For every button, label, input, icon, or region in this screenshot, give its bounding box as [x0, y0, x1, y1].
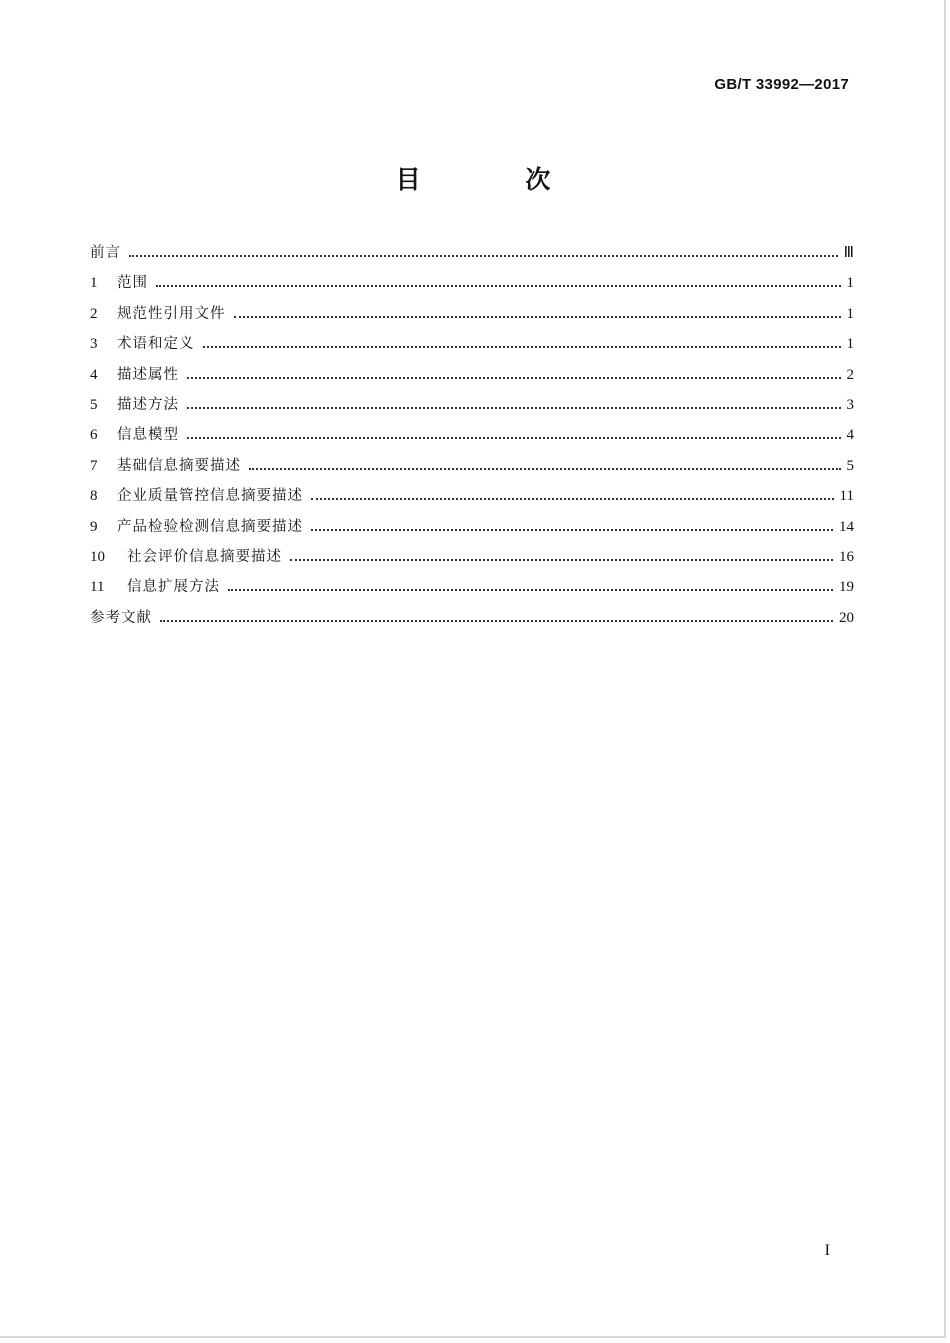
dot-leader: [156, 284, 841, 287]
toc-entry-label: 信息模型: [117, 427, 179, 444]
toc-entry-page: 11: [839, 488, 854, 505]
toc-entry-label: 产品检验检测信息摘要描述: [117, 518, 303, 535]
toc-entry-terms-definitions[interactable]: [90, 332, 854, 362]
toc-entry-label: 规范性引用文件: [117, 305, 226, 322]
toc-entry-page: 19: [839, 579, 854, 596]
toc-entry-page: 20: [839, 609, 854, 626]
toc-entry-information-model[interactable]: [90, 423, 854, 453]
toc-title: 目 次: [395, 165, 599, 194]
dot-leader: [311, 497, 834, 500]
toc-entry-quality-control-summary[interactable]: [90, 484, 854, 514]
toc-entry-label: 描述属性: [117, 366, 179, 383]
toc-entry-page: 1: [846, 305, 854, 322]
dot-leader: [129, 254, 838, 257]
dot-leader: [203, 345, 841, 348]
toc-entry-label: 范围: [117, 275, 148, 292]
toc-entry-label: 前言: [90, 245, 121, 261]
toc-entry-page: 5: [846, 457, 854, 474]
toc-entry-page: 1: [846, 275, 854, 292]
toc-entry-description-attributes[interactable]: [90, 363, 854, 393]
toc-entry-page: 3: [846, 396, 854, 413]
toc-entry-label: 企业质量管控信息摘要描述: [117, 488, 303, 505]
dot-leader: [290, 558, 833, 561]
toc-entry-number: 3: [90, 336, 98, 353]
dot-leader: [249, 467, 841, 470]
table-of-contents: [90, 241, 854, 636]
toc-entry-number: 7: [90, 457, 98, 474]
toc-entry-page: 16: [839, 548, 854, 565]
dot-leader: [234, 315, 841, 318]
dot-leader: [187, 406, 841, 409]
toc-entry-social-evaluation-summary[interactable]: [90, 545, 854, 575]
toc-entry-normative-references[interactable]: [90, 302, 854, 332]
toc-entry-page: 4: [846, 427, 854, 444]
toc-entry-inspection-testing-summary[interactable]: [90, 515, 854, 545]
dot-leader: [160, 619, 833, 622]
toc-entry-label: 基础信息摘要描述: [117, 457, 241, 474]
toc-entry-page: 14: [839, 518, 854, 535]
toc-entry-number: 10: [90, 548, 105, 565]
toc-entry-number: 2: [90, 305, 98, 322]
toc-entry-number: 9: [90, 518, 98, 535]
toc-entry-number: 8: [90, 488, 98, 505]
toc-entry-page: 1: [846, 336, 854, 353]
toc-entry-number: 6: [90, 427, 98, 444]
toc-entry-basic-info-summary[interactable]: [90, 454, 854, 484]
toc-entry-label: 信息扩展方法: [127, 579, 220, 596]
toc-entry-scope[interactable]: [90, 271, 854, 301]
dot-leader: [187, 436, 841, 439]
toc-entry-label: 描述方法: [117, 396, 179, 413]
dot-leader: [187, 376, 841, 379]
toc-entry-page: Ⅲ: [843, 245, 854, 261]
toc-entry-description-methods[interactable]: [90, 393, 854, 423]
toc-entry-bibliography[interactable]: [90, 606, 854, 636]
toc-entry-page: 2: [846, 366, 854, 383]
toc-entry-number: 4: [90, 366, 98, 383]
toc-entry-foreword[interactable]: [90, 241, 854, 271]
toc-entry-label: 社会评价信息摘要描述: [127, 548, 282, 565]
toc-entry-number: 1: [90, 275, 98, 292]
toc-entry-label: 术语和定义: [117, 336, 195, 353]
toc-entry-label: 参考文献: [90, 609, 152, 626]
page-number: I: [824, 1242, 830, 1259]
standard-code: GB/T 33992—2017: [714, 76, 849, 93]
toc-entry-number: 5: [90, 396, 98, 413]
toc-entry-information-extension[interactable]: [90, 575, 854, 605]
toc-entry-number: 11: [90, 579, 105, 596]
dot-leader: [228, 588, 833, 591]
dot-leader: [311, 528, 833, 531]
